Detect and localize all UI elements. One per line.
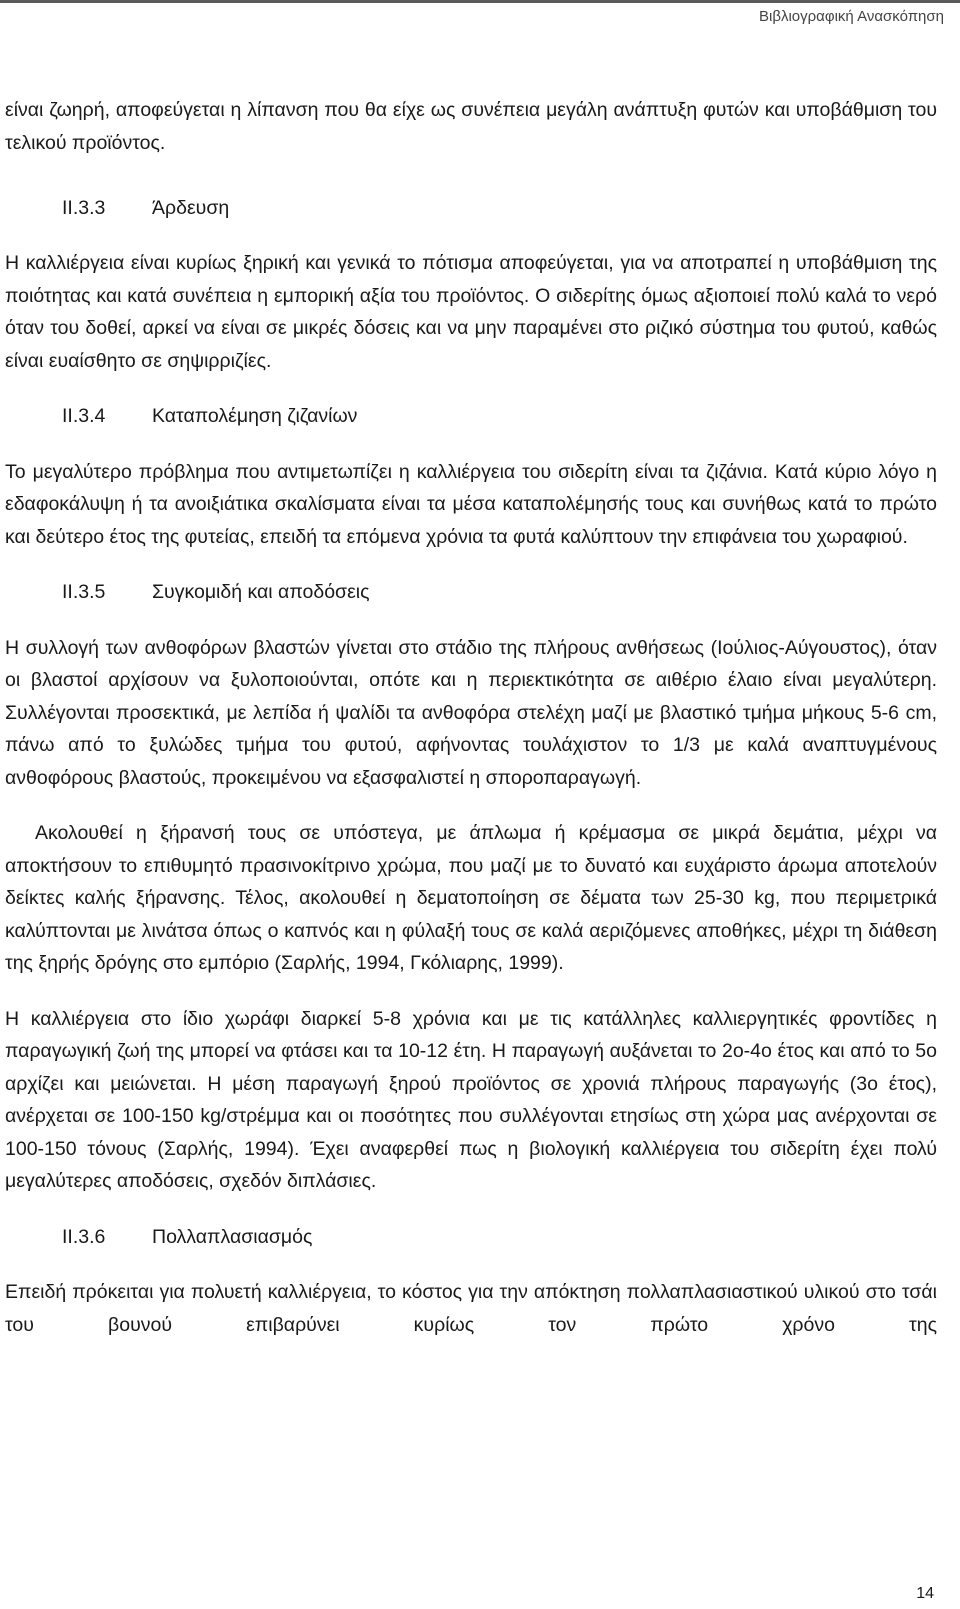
page-body: [5, 94, 937, 1341]
intro-paragraph: είναι ζωηρή, αποφεύγεται η λίπανση που θα είχε ως συνέπεια μεγάλη ανάπτυξη φυτών και υποβάθμιση του τελικού προϊόντος.: [5, 99, 937, 154]
header-rule: [0, 0, 960, 3]
running-header: Βιβλιογραφική Ανασκόπηση: [759, 8, 944, 25]
section-number: ΙΙ.3.5: [62, 581, 106, 603]
paragraph-harvest-3: Η καλλιέργεια στο ίδιο χωράφι διαρκεί 5-8 χρόνια και με τις κατάλληλες καλλιεργητικές φροντίδες η παραγωγική ζωή της μπορεί να φτάσει και τα 10-12 έτη. Η παραγωγή αυξάνεται το 2ο-4ο έτος και από το 5ο αρχίζει και μειώνεται. Η μέση παραγωγή ξηρού προϊόντος σε χρονιά πλήρους παραγωγής (3ο έτος), ανέρχεται σε 100-150 kg/στρέμμα και οι ποσότητες που συλλέγονται ετησίως στη χώρα μας ανέρχονται σε 100-150 τόνους (Σαρλής, 1994). Έχει αναφερθεί πως η βιολογική καλλιέργεια του σιδερίτη έχει πολύ μεγαλύτερες αποδόσεις, σχεδόν διπλάσιες.: [5, 1007, 937, 1192]
page-number: 14: [916, 1585, 934, 1602]
section-number: ΙΙ.3.4: [62, 405, 106, 427]
paragraph-weed-control: Το μεγαλύτερο πρόβλημα που αντιμετωπίζει η καλλιέργεια του σιδερίτη είναι τα ζιζάνια. Κατά κύριο λόγο η εδαφοκάλυψη ή τα ανοιξιάτικα σκαλίσματα είναι τα μέσα καταπολέμησής τους και συνήθως κατά το πρώτο και δεύτερο έτος της φυτείας, επειδή τα επόμενα χρόνια τα φυτά καλύπτουν την επιφάνεια του χωραφιού.: [5, 460, 937, 548]
section-title: Άρδευση: [152, 196, 230, 219]
paragraph-harvest-1: Η συλλογή των ανθοφόρων βλαστών γίνεται στο στάδιο της πλήρους ανθήσεως (Ιούλιος-Αύγουστος), όταν οι βλαστοί αρχίσουν να ξυλοποιούνται, οπότε και η περιεκτικότητα σε αιθέριο έλαιο είναι μεγαλύτερη. Συλλέγονται προσεκτικά, με λεπίδα ή ψαλίδι τα ανθοφόρα στελέχη μαζί με βλαστικό τμήμα μήκους 5-6 cm, πάνω από το ξυλώδες τμήμα του φυτού, αφήνοντας τουλάχιστον το 1/3 με καλά αναπτυγμένους ανθοφόρους βλαστούς, προκειμένου να εξασφαλιστεί η σποροπαραγωγή.: [5, 636, 937, 789]
paragraph-irrigation: Η καλλιέργεια είναι κυρίως ξηρική και γενικά το πότισμα αποφεύγεται, για να αποτραπεί η υποβάθμιση της ποιότητας και κατά συνέπεια η εμπορική αξία του προϊόντος. Ο σιδερίτης όμως αξιοποιεί πολύ καλά το νερό όταν του δοθεί, αρκεί να είναι σε μικρές δόσεις και να μην παραμένει στο ριζικό σύστημα του φυτού, καθώς είναι ευαίσθητο σε σηψιρριζίες.: [5, 252, 937, 372]
paragraph-harvest-2: Ακολουθεί η ξήρανσή τους σε υπόστεγα, με άπλωμα ή κρέμασμα σε μικρά δεμάτια, μέχρι να αποκτήσουν το επιθυμητό πρασινοκίτρινο χρώμα, που μαζί με το δυνατό και ευχάριστο άρωμα αποτελούν δείκτες καλής ξήρανσης. Τέλος, ακολουθεί η δεματοποίηση σε δέματα των 25-30 kg, που περιμετρικά καλύπτονται με λινάτσα όπως ο καπνός και η φύλαξή τους σε καλά αεριζόμενες αποθήκες, μέχρι τη διάθεση της ξηρής δρόγης στο εμπόριο (Σαρλής, 1994, Γκόλιαρης, 1999).: [5, 822, 937, 974]
paragraph-propagation: Επειδή πρόκειται για πολυετή καλλιέργεια, το κόστος για την απόκτηση πολλαπλασιαστικού υλικού στο τσάι του βουνού επιβαρύνει κυρίως τον πρώτο χρόνο της: [5, 1281, 937, 1336]
section-heading-harvest: [5, 576, 937, 609]
section-title: Συγκομιδή και αποδόσεις: [152, 581, 370, 603]
section-number: ΙΙ.3.6: [62, 1225, 106, 1248]
section-number: ΙΙ.3.3: [62, 196, 106, 219]
section-heading-irrigation: [5, 192, 937, 225]
section-heading-propagation: [5, 1221, 937, 1254]
section-title: Πολλαπλασιασμός: [152, 1225, 313, 1248]
section-title: Καταπολέμηση ζιζανίων: [152, 405, 358, 427]
section-heading-weed-control: [5, 400, 937, 433]
